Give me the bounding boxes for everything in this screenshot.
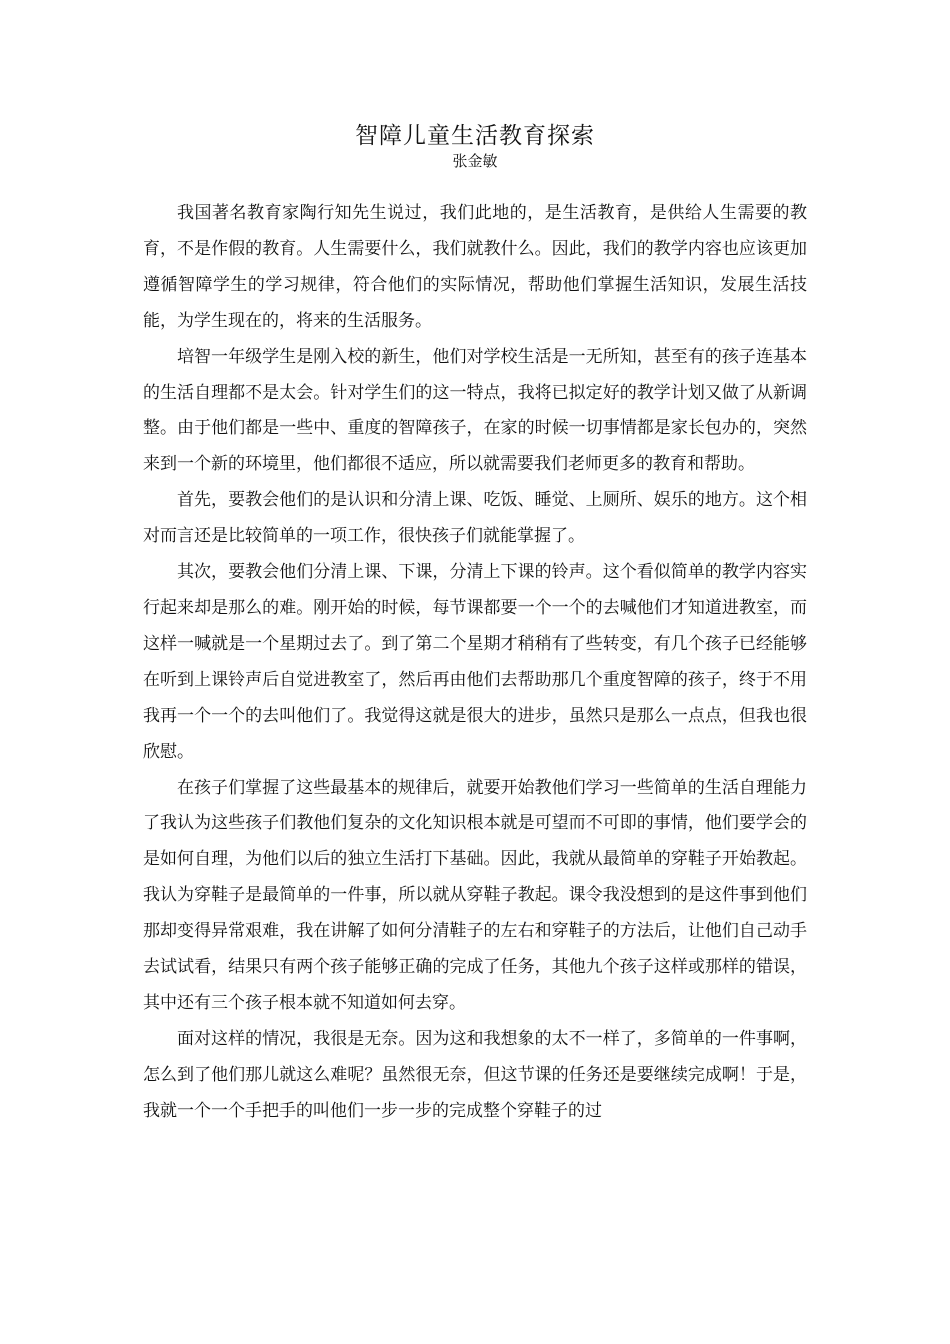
paragraph-2: 培智一年级学生是刚入校的新生，他们对学校生活是一无所知，甚至有的孩子连基本的生活自理都不是太会。针对学生们的这一特点，我将已拟定好的教学计划又做了从新调整。由于他们都是一些中、重度的智障孩子，在家的时候一切事情都是家长包办的，突然来到一个新的环境里，他们都很不适应，所以就需要我们老师更多的教育和帮助。: [143, 346, 807, 475]
document-author: 张金敏: [452, 152, 498, 170]
document-body: [143, 196, 807, 1130]
document-title: 智障儿童生活教育探索: [355, 123, 595, 149]
paragraph-3: 首先，要教会他们的是认识和分清上课、吃饭、睡觉、上厕所、娱乐的地方。这个相对而言还是比较简单的一项工作，很快孩子们就能掌握了。: [143, 490, 807, 547]
paragraph-4: 其次，要教会他们分清上课、下课，分清上下课的铃声。这个看似简单的教学内容实行起来却是那么的难。刚开始的时候，每节课都要一个一个的去喊他们才知道进教室，而这样一喊就是一个星期过去了。到了第二个星期才稍稍有了些转变，有几个孩子已经能够在听到上课铃声后自觉进教室了，然后再由他们去帮助那几个重度智障的孩子，终于不用我再一个一个的去叫他们了。我觉得这就是很大的进步，虽然只是那么一点点，但我也很欣慰。: [143, 562, 807, 762]
paragraph-5: 在孩子们掌握了这些最基本的规律后，就要开始教他们学习一些简单的生活自理能力了我认为这些孩子们教他们复杂的文化知识根本就是可望而不可即的事情，他们要学会的是如何自理，为他们以后的独立生活打下基础。因此，我就从最简单的穿鞋子开始教起。我认为穿鞋子是最简单的一件事，所以就从穿鞋子教起。课令我没想到的是这件事到他们那却变得异常艰难，我在讲解了如何分清鞋子的左右和穿鞋子的方法后，让他们自己动手去试试看，结果只有两个孩子能够正确的完成了任务，其他九个孩子这样或那样的错误，其中还有三个孩子根本就不知道如何去穿。: [143, 777, 807, 1013]
paragraph-1: 我国著名教育家陶行知先生说过，我们此地的，是生活教育，是供给人生需要的教育，不是作假的教育。人生需要什么，我们就教什么。因此，我们的教学内容也应该更加遵循智障学生的学习规律，符合他们的实际情况，帮助他们掌握生活知识，发展生活技能，为学生现在的，将来的生活服务。: [143, 203, 807, 331]
paragraph-6: 面对这样的情况，我很是无奈。因为这和我想象的太不一样了，多简单的一件事啊，怎么到了他们那儿就这么难呢？虽然很无奈，但这节课的任务还是要继续完成啊！于是，我就一个一个手把手的叫他们一步一步的完成整个穿鞋子的过: [143, 1028, 807, 1121]
